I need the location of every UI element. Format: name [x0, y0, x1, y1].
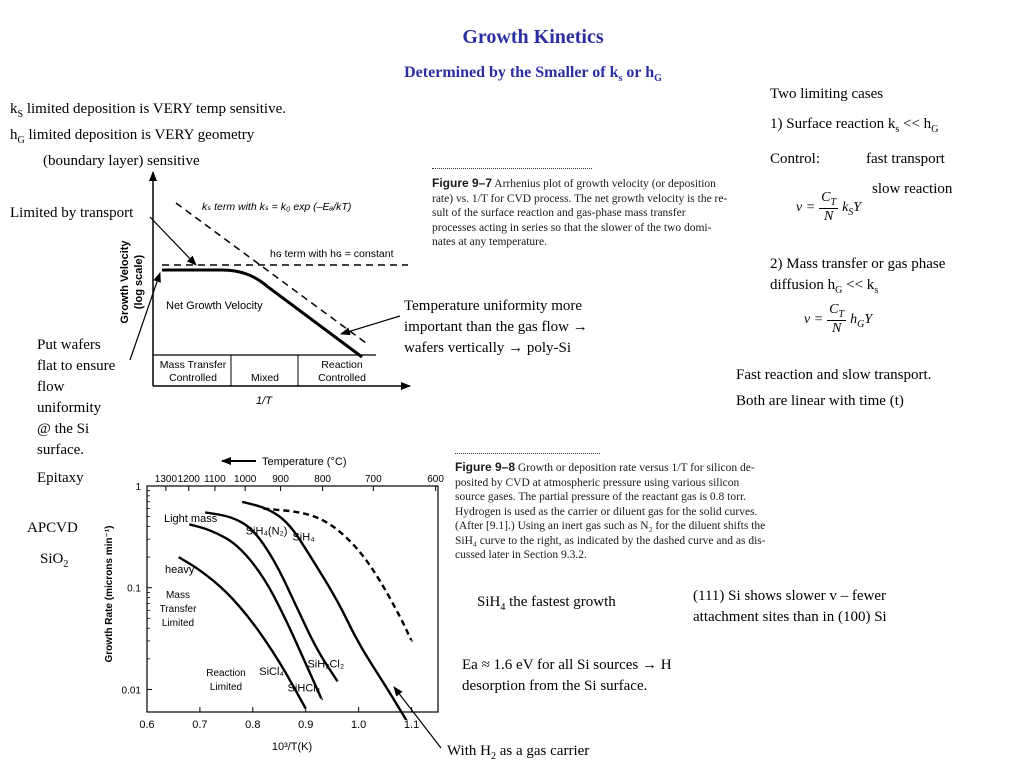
fig97-region-reaction-a: Reaction: [321, 359, 363, 371]
note-boundary: (boundary layer) sensitive: [43, 153, 200, 169]
page-title: Growth Kinetics: [462, 26, 604, 48]
fig97-region-mixed: Mixed: [250, 372, 280, 384]
subtitle-sub-g: G: [654, 73, 662, 85]
fig97-net-curve: [162, 270, 362, 357]
fig97-ks-term-label: kₛ term with kₛ = k₀ exp (–Eₐ/kT): [202, 201, 352, 213]
top-tick-label-2: 1100: [204, 474, 226, 485]
si111-note: (111) Si shows slower v – fewer attachment sites than in (100) Si: [693, 588, 887, 625]
fig98-annotation-reaction-2: Limited: [209, 682, 243, 693]
top-tick-label-0: 1300: [154, 474, 178, 485]
ea-note: Ea ≈ 1.6 eV for all Si sources → H desorption from the Si surface.: [462, 657, 672, 694]
sio2-label: SiO$_2$: [40, 551, 69, 570]
slow-reaction: slow reaction: [872, 181, 953, 197]
x-tick-label-3: 0.9: [298, 719, 314, 731]
fig98-caption: Figure 9–8 Growth or deposition rate versus 1/T for silicon de- posited by CVD at atmospheric pressure using various silicon source gases. The partial pressure of the reactant gas is 0.8 torr. Hydrogen is used as the carrier or diluent gas for the solid curves. (After [9.1].) Using an inert gas such as N₂ for the diluent shifts the SiH₄ curve to the right, as indicated by the dashed curve and as dis- cussed later in Section 9.3.2.: [455, 460, 766, 561]
series-label-2: SiH₂Cl₂: [307, 658, 345, 671]
fig97-region-reaction-b: Controlled: [318, 372, 366, 384]
x-tick-label-2: 0.8: [245, 719, 261, 731]
note-ks: $k_S$ limited deposition is VERY temp sensitive.: [10, 101, 286, 120]
equation-surface: v = $\frac{C_T}{N}$ $k_SY$: [796, 190, 862, 224]
arrow-limited-by-transport: [150, 217, 196, 265]
series-label-0: SiCl₄: [259, 666, 284, 679]
top-tick-label-5: 800: [314, 474, 331, 485]
top-tick-label-7: 600: [427, 474, 444, 485]
series-label-4: SiH₄(N₂): [245, 525, 288, 538]
fig97-net-label: Net Growth Velocity: [166, 300, 263, 312]
subtitle-sub-s: s: [618, 73, 623, 85]
case2: 2) Mass transfer or gas phase diffusion $h_G << k_s$: [770, 256, 946, 296]
two-limiting-cases: Two limiting cases: [770, 86, 884, 102]
fig97-xlabel: 1/T: [256, 395, 272, 407]
control-line: Control: fast transport: [770, 151, 945, 167]
series-label-1: SiHCl₃: [287, 682, 321, 695]
y-tick-label-0: 1: [135, 482, 141, 493]
fig97-ylabel: Growth Velocity (log scale): [119, 240, 145, 324]
x-tick-label-1: 0.7: [192, 719, 208, 731]
subtitle-text: Determined by the Smaller of k: [404, 64, 619, 81]
case1: 1) Surface reaction $k_s << h_G$: [770, 116, 939, 135]
fig97-hg-term-label: hɢ term with hɢ = constant: [270, 248, 394, 260]
subtitle-or: or h: [622, 64, 655, 81]
x-tick-label-5: 1.1: [403, 719, 420, 731]
arrow-with-h2: [394, 687, 441, 748]
fig97-region-mass-b: Controlled: [169, 372, 217, 384]
top-tick-label-4: 900: [272, 474, 289, 485]
fig98-ylabel: Growth Rate (microns min⁻¹): [104, 525, 115, 663]
fraction-ct-n: $\frac{C_T}{N}$: [821, 190, 837, 224]
fraction-ct-n-2: $\frac{C_T}{N}$: [829, 302, 845, 336]
fig97-chart: [119, 172, 410, 407]
x-tick-label-0: 0.6: [139, 719, 155, 731]
note-hg: $h_G$ limited deposition is VERY geometry: [10, 127, 255, 146]
fig97-caption: Figure 9–7 Arrhenius plot of growth velocity (or deposition rate) vs. 1/T for CVD process. The net growth velocity is the re- sult of the surface reaction and gas-phase mass transfer processes acting in series so that the slower of the two domi- nates at any temperature.: [432, 176, 728, 248]
fig98-chart: [104, 456, 444, 753]
with-h2-note: With $H_2$ as a gas carrier: [447, 743, 590, 762]
fig98-xlabel: 10³/T(K): [271, 741, 313, 753]
top-tick-label-3: 1000: [234, 474, 257, 485]
fig98-annotation-mass-transfer-3: Limited: [161, 618, 195, 629]
fig98-annotation-heavy: heavy: [165, 564, 195, 576]
fig98-temp-axis-label: Temperature (°C): [262, 456, 347, 468]
epitaxy-label: Epitaxy: [37, 470, 84, 486]
equation-transport: v = $\frac{C_T}{N}$ $h_GY$: [804, 302, 873, 336]
fig97-region-mass-a: Mass Transfer: [159, 359, 227, 371]
temp-uniformity-note: Temperature uniformity more important than the gas flow → wafers vertically → poly-Si: [404, 298, 588, 356]
y-tick-label-2: 0.01: [121, 685, 141, 697]
sih4-fastest-note: SiH$_4$ the fastest growth: [477, 594, 616, 613]
fig97-ks-line: [176, 203, 366, 343]
limited-by-transport-label: Limited by transport: [10, 205, 134, 221]
fig98-annotation-light-mass: Light mass: [164, 513, 218, 525]
x-tick-label-4: 1.0: [350, 719, 367, 731]
y-tick-label-1: 0.1: [127, 583, 141, 595]
series-label-3: SiH₄: [292, 531, 315, 544]
top-tick-label-6: 700: [364, 474, 382, 485]
fig98-annotation-mass-transfer-2: Transfer: [159, 604, 197, 615]
fast-reaction-note: Fast reaction and slow transport. Both are linear with time (t): [736, 367, 932, 409]
top-tick-label-1: 1200: [177, 474, 200, 485]
fig98-annotation-reaction-1: Reaction: [206, 668, 246, 679]
put-wafers-note: Put wafers flat to ensure flow uniformity @ the Si surface.: [37, 337, 116, 458]
apcvd-label: APCVD: [27, 520, 78, 536]
fig98-annotation-mass-transfer-1: Mass: [166, 590, 190, 601]
arrow-temp-uniformity: [341, 316, 400, 334]
